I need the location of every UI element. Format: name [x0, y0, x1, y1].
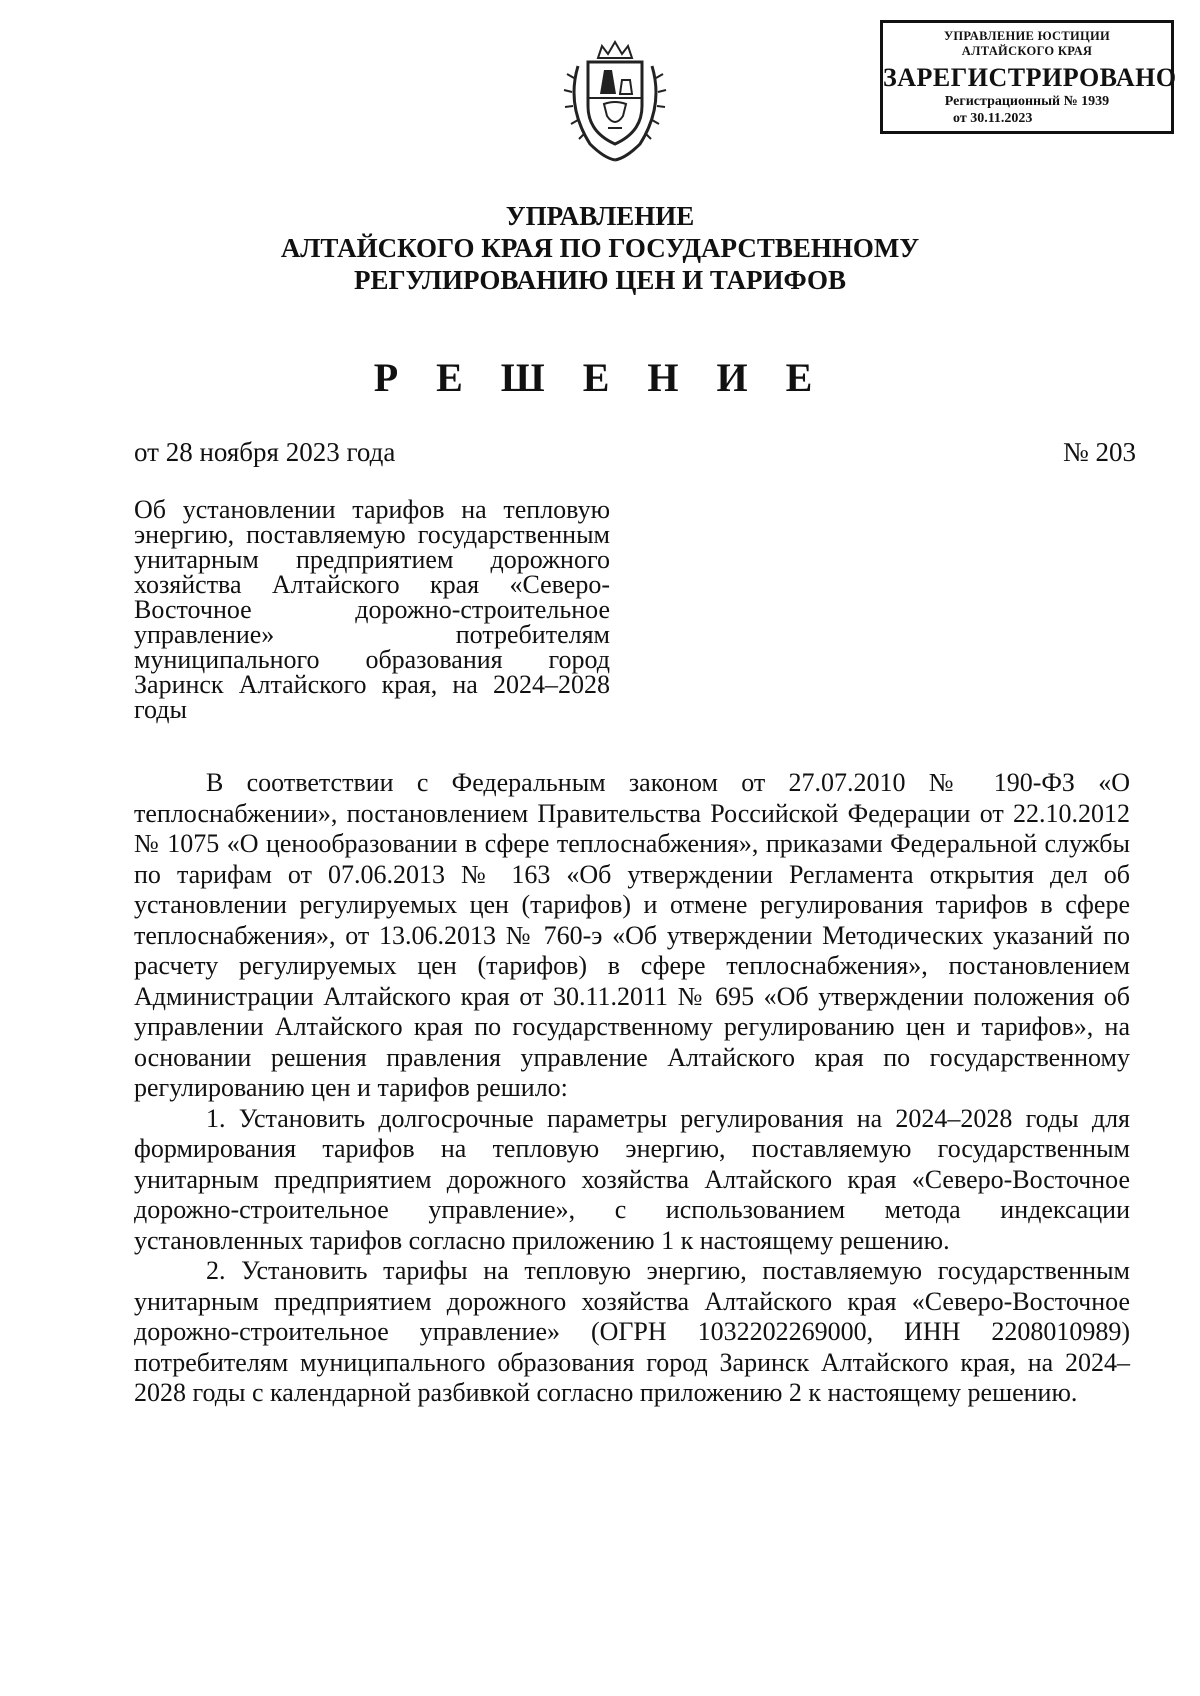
issuing-authority — [150, 200, 1050, 296]
stamp-organization — [883, 29, 1171, 59]
authority-line2: АЛТАЙСКОГО КРАЯ ПО ГОСУДАРСТВЕННОМУ — [280, 233, 920, 263]
preamble-paragraph: В соответствии с Федеральным законом от 27.07.2010 № 190-ФЗ «О теплоснабжении», постановлением Правительства Российской Федерации от 22.10.2012 № 1075 «О ценообразовании в сфере теплоснабжения», приказами Федеральной службы по тарифам от 07.06.2013 № 163 «Об утверждении Регламента открытия дел об установлении регулируемых цен (тарифов) и отмене регулирования тарифов в сфере теплоснабжения», от 13.06.2013 № 760-э «Об утверждении Методических указаний по расчету регулируемых цен (тарифов) в сфере теплоснабжения», постановлением Администрации Алтайского края от 30.11.2011 № 695 «Об утверждении положения об управлении Алтайского края по государственному регулированию цен и тарифов», на основании решения правления управление Алтайского края по государственному регулированию цен и тарифов решило: — [134, 768, 1130, 1102]
stamp-status: ЗАРЕГИСТРИРОВАНО — [883, 63, 1177, 92]
resolution-item-1: 1. Установить долгосрочные параметры регулирования на 2024–2028 годы для формирования тарифов на тепловую энергию, поставляемую государственным унитарным предприятием дорожного хозяйства Алтайского края «Северо-Восточное дорожно-строительное управление», с использованием метода индексации установленных тарифов согласно приложению 1 к настоящему решению. — [134, 1103, 1130, 1255]
resolution-item-2: 2. Установить тарифы на тепловую энергию, поставляемую государственным унитарным предприятием дорожного хозяйства Алтайского края «Северо-Восточное дорожно-строительное управление» (ОГРН 1032202269000, ИНН 2208010989) потребителям муниципального образования город Заринск Алтайского края, на 2024–2028 годы с календарной разбивкой согласно приложению 2 к настоящему решению. — [134, 1256, 1130, 1407]
stamp-org-line1: УПРАВЛЕНИЕ ЮСТИЦИИ — [943, 29, 1111, 43]
document-number: № 203 — [1062, 437, 1136, 467]
stamp-org-line2: АЛТАЙСКОГО КРАЯ — [961, 44, 1093, 58]
stamp-reg-date: от 30.11.2023 — [953, 111, 1033, 126]
authority-line1: УПРАВЛЕНИЕ — [505, 201, 695, 231]
altai-krai-coat-of-arms-icon — [560, 36, 670, 166]
document-subject: Об установлении тарифов на тепловую энергию, поставляемую государственным унитарным предприятием дорожного хозяйства Алтайского края «Северо-Восточное дорожно-строительное управление» потребителям муниципального образования город Заринск Алтайского края, на 2024–2028 годы — [134, 495, 610, 724]
document-body — [134, 768, 1130, 1409]
document-type: Р Е Ш Е Н И Е — [373, 355, 827, 400]
authority-line3: РЕГУЛИРОВАНИЮ ЦЕН И ТАРИФОВ — [353, 265, 847, 295]
document-date: от 28 ноября 2023 года — [134, 437, 396, 467]
stamp-reg-number: Регистрационный № 1939 — [944, 94, 1110, 109]
registration-stamp — [880, 20, 1177, 134]
